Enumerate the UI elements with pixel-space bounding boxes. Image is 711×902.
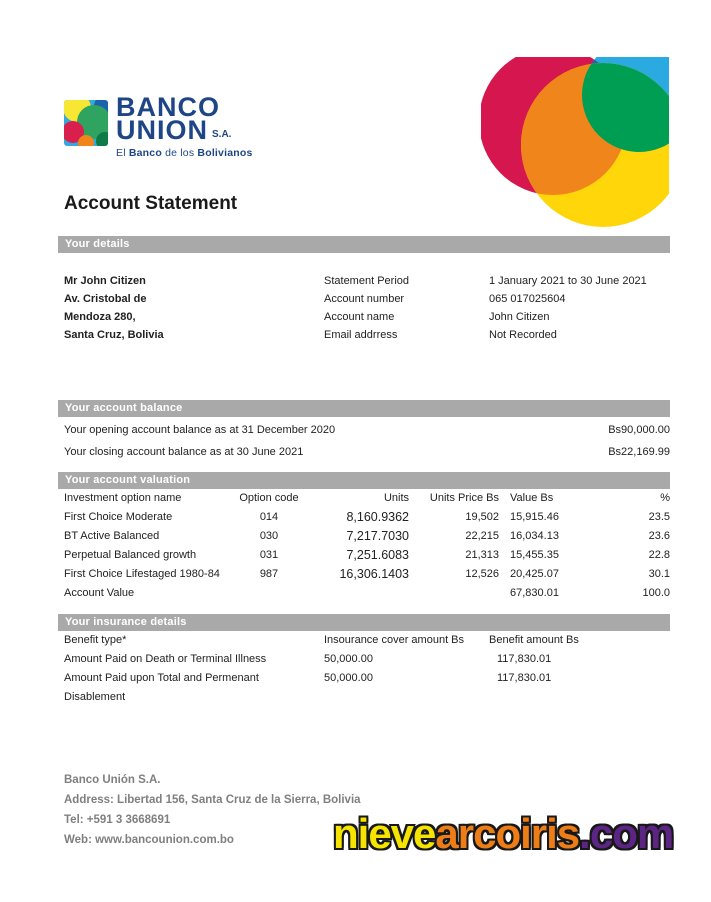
address-line: Mr John Citizen bbox=[64, 275, 146, 287]
cell-value: 15,915.46 bbox=[510, 511, 559, 523]
cell-units: 7,217.7030 bbox=[346, 529, 409, 543]
col-header: Insourance cover amount Bs bbox=[324, 634, 465, 646]
col-header: Benefit type* bbox=[64, 634, 127, 646]
cell-option-code: 014 bbox=[259, 511, 279, 523]
field-value: Not Recorded bbox=[489, 329, 557, 341]
cell-cover-amount: 50,000.00 bbox=[324, 672, 373, 684]
table-row bbox=[64, 527, 670, 546]
table-row bbox=[64, 669, 670, 707]
field-label: Statement Period bbox=[324, 275, 409, 287]
section-header-account-valuation: Your account valuation bbox=[58, 472, 670, 489]
footer-web: Web: www.bancounion.com.bo bbox=[64, 834, 234, 846]
bank-name-sa: S.A. bbox=[212, 129, 232, 140]
field-label: Account name bbox=[324, 311, 395, 323]
insurance-header-row bbox=[64, 631, 670, 650]
cell-total-label: Account Value bbox=[64, 587, 135, 599]
footer-address: Address: Libertad 156, Santa Cruz de la Sierra, Bolivia bbox=[64, 794, 361, 806]
cell-units: 7,251.6083 bbox=[346, 548, 409, 562]
balance-value: Bs22,169.99 bbox=[608, 446, 670, 458]
cell-benefit-type: Amount Paid on Death or Terminal Illness bbox=[64, 653, 267, 665]
address-line: Santa Cruz, Bolivia bbox=[64, 329, 164, 341]
balance-row bbox=[64, 441, 670, 463]
section-header-your-details: Your details bbox=[58, 236, 670, 253]
cell-benefit-amount: 117,830.01 bbox=[497, 672, 552, 684]
cell-option-code: 030 bbox=[259, 530, 279, 542]
balance-label: Your opening account balance as at 31 December 2020 bbox=[64, 424, 336, 436]
address-line: Av. Cristobal de bbox=[64, 293, 147, 305]
cell-value: 20,425.07 bbox=[510, 568, 559, 580]
bank-logo-icon bbox=[64, 100, 108, 146]
col-header: Units Price Bs bbox=[429, 492, 499, 504]
cell-percent: 23.6 bbox=[648, 530, 670, 542]
cell-percent: 30.1 bbox=[648, 568, 670, 580]
col-header: Value Bs bbox=[510, 492, 554, 504]
decorative-circles-graphic bbox=[481, 57, 669, 228]
table-row bbox=[64, 508, 670, 527]
cell-benefit-amount: 117,830.01 bbox=[497, 653, 552, 665]
cell-option-code: 987 bbox=[259, 568, 279, 580]
col-header: % bbox=[660, 492, 670, 504]
valuation-table bbox=[64, 489, 670, 603]
table-total-row bbox=[64, 584, 670, 603]
field-value: John Citizen bbox=[489, 311, 550, 323]
field-label: Email addrress bbox=[324, 329, 398, 341]
col-header: Units bbox=[383, 492, 409, 504]
cell-total-percent: 100.0 bbox=[642, 587, 670, 599]
col-header: Benefit amount Bs bbox=[489, 634, 579, 646]
balance-row bbox=[64, 419, 670, 441]
bank-logo-text bbox=[116, 92, 253, 159]
table-row bbox=[64, 565, 670, 584]
bank-name-line2: UNION bbox=[116, 115, 208, 145]
cell-percent: 22.8 bbox=[648, 549, 670, 561]
table-row bbox=[64, 650, 670, 669]
address-line: Mendoza 280, bbox=[64, 311, 136, 323]
field-label: Account number bbox=[324, 293, 405, 305]
insurance-table bbox=[64, 631, 670, 707]
cell-unit-price: 21,313 bbox=[465, 549, 499, 561]
cell-option-code: 031 bbox=[259, 549, 279, 561]
balance-value: Bs90,000.00 bbox=[608, 424, 670, 436]
cell-units: 16,306.1403 bbox=[339, 567, 409, 581]
cell-unit-price: 19,502 bbox=[465, 511, 499, 523]
footer-bank-name: Banco Unión S.A. bbox=[64, 774, 161, 786]
balance-label: Your closing account balance as at 30 June 2021 bbox=[64, 446, 304, 458]
field-value: 065 017025604 bbox=[489, 293, 566, 305]
cell-value: 15,455.35 bbox=[510, 549, 559, 561]
balance-section bbox=[64, 419, 670, 463]
valuation-header-row bbox=[64, 489, 670, 508]
cell-option-name: Perpetual Balanced growth bbox=[64, 549, 197, 561]
bank-logo bbox=[64, 92, 253, 159]
col-header: Investment option name bbox=[64, 492, 182, 504]
table-row bbox=[64, 546, 670, 565]
bank-tagline: El Banco de los Bolivianos bbox=[116, 147, 253, 159]
cell-value: 16,034.13 bbox=[510, 530, 559, 542]
watermark-nievearcoiris: nievearcoiris.com bbox=[333, 810, 674, 857]
cell-option-name: First Choice Lifestaged 1980-84 bbox=[64, 568, 220, 580]
section-header-insurance-details: Your insurance details bbox=[58, 614, 670, 631]
cell-percent: 23.5 bbox=[648, 511, 670, 523]
cell-option-name: BT Active Balanced bbox=[64, 530, 160, 542]
cell-unit-price: 22,215 bbox=[465, 530, 499, 542]
cell-cover-amount: 50,000.00 bbox=[324, 653, 373, 665]
cell-unit-price: 12,526 bbox=[465, 568, 499, 580]
section-header-account-balance: Your account balance bbox=[58, 400, 670, 417]
statement-fields bbox=[324, 272, 670, 344]
cell-units: 8,160.9362 bbox=[346, 510, 409, 524]
footer-tel: Tel: +591 3 3668691 bbox=[64, 814, 171, 826]
cell-benefit-type: Amount Paid upon Total and Permenant Disablement bbox=[64, 672, 259, 703]
cell-total-value: 67,830.01 bbox=[510, 587, 559, 599]
cell-option-name: First Choice Moderate bbox=[64, 511, 173, 523]
bank-name-line1: BANCO bbox=[116, 92, 220, 122]
footer-bank-info bbox=[64, 770, 361, 850]
customer-address-block bbox=[64, 272, 164, 344]
field-value: 1 January 2021 to 30 June 2021 bbox=[489, 275, 647, 287]
col-header: Option code bbox=[239, 492, 299, 504]
page-title: Account Statement bbox=[64, 193, 238, 214]
